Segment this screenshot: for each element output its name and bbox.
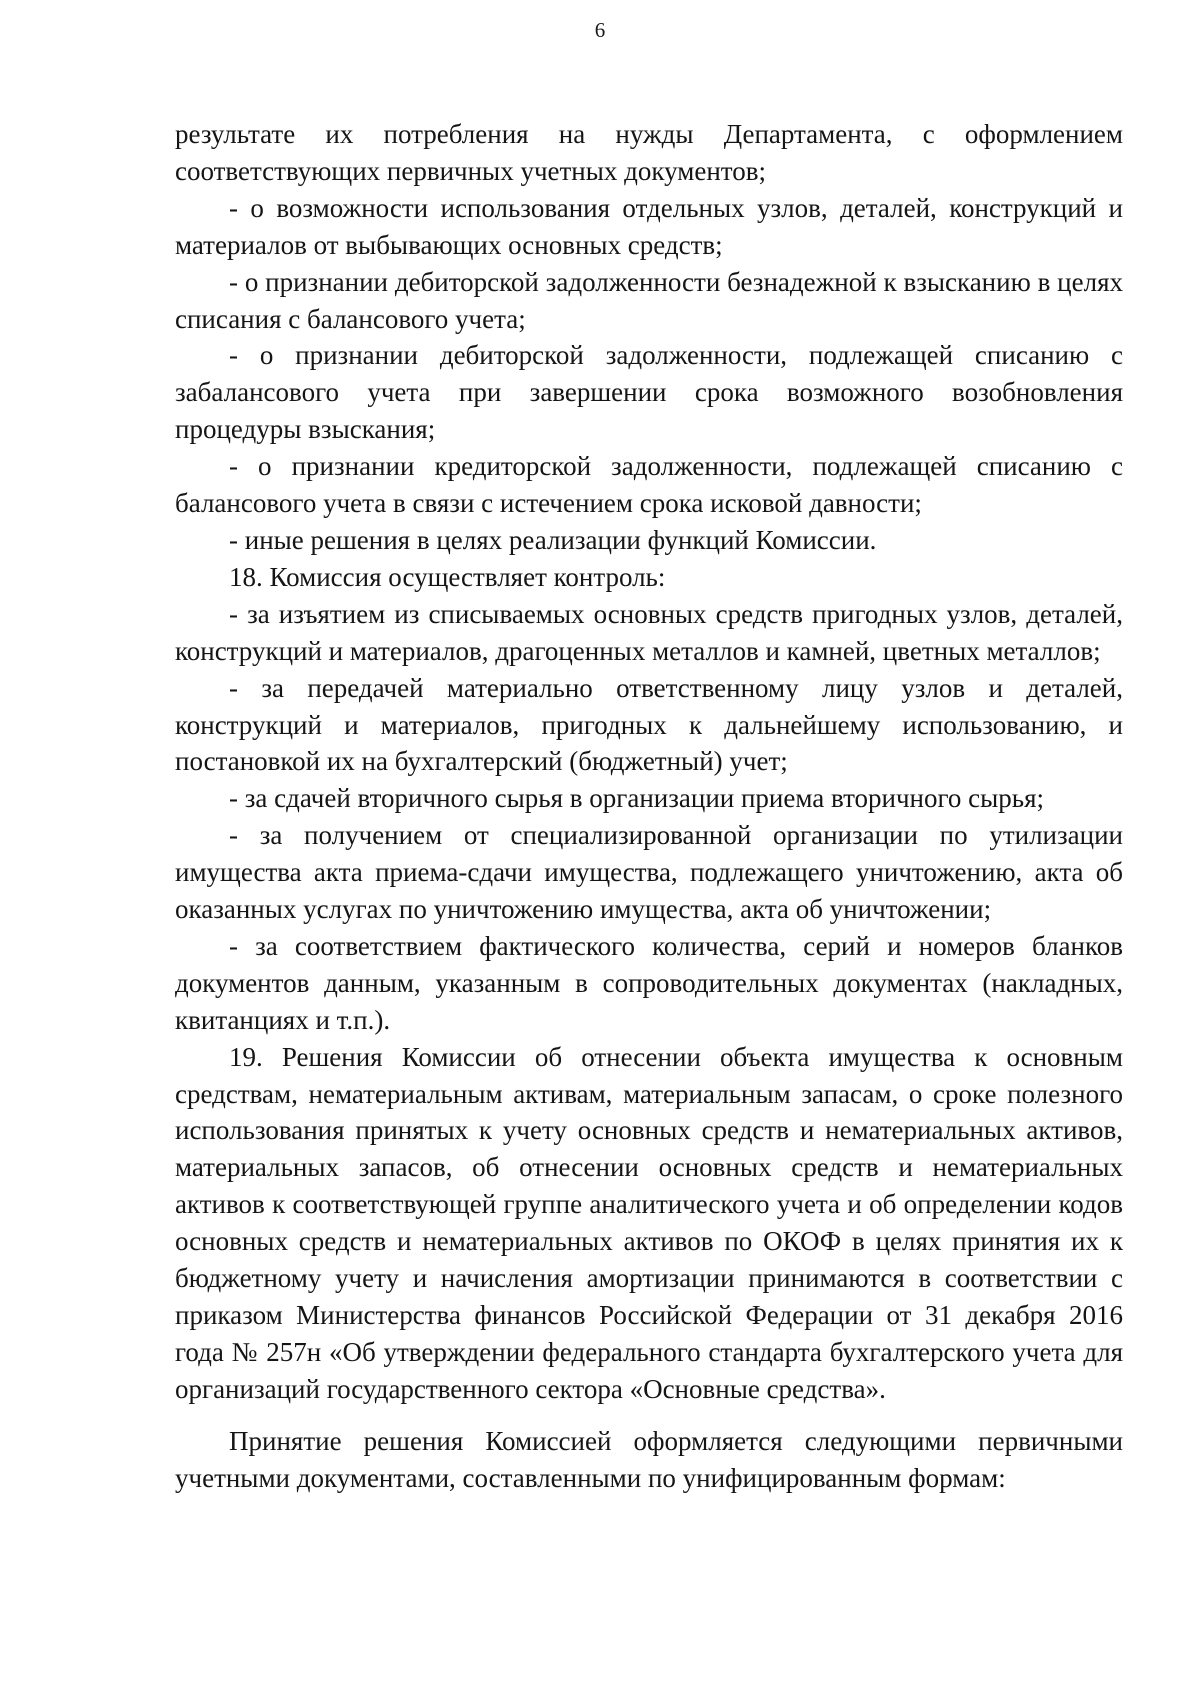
- paragraph: - за сдачей вторичного сырья в организации приема вторичного сырья;: [229, 783, 1045, 814]
- paragraph: - за соответствием фактического количества, серий и номеров бланков документов данным, указанным в сопроводительных документах (накладных, квитанциях и т.п.).: [175, 930, 1123, 1035]
- document-body: [175, 116, 1123, 1497]
- paragraph: - за изъятием из списываемых основных средств пригодных узлов, деталей, конструкций и материалов, драгоценных металлов и камней, цветных металлов;: [175, 598, 1123, 666]
- section-heading-18: 18. Комиссия осуществляет контроль:: [229, 561, 666, 592]
- paragraph: - о возможности использования отдельных узлов, деталей, конструкций и материалов от выбывающих основных средств;: [175, 192, 1123, 260]
- paragraph: - за получением от специализированной организации по утилизации имущества акта приема-сдачи имущества, подлежащего уничтожению, акта об оказанных услугах по уничтожению имущества, акта об уничтожении;: [175, 820, 1123, 925]
- paragraph: - о признании кредиторской задолженности, подлежащей списанию с балансового учета в связи с истечением срока исковой давности;: [175, 451, 1123, 519]
- paragraph: - о признании дебиторской задолженности, подлежащей списанию с забалансового учета при завершении срока возможного возобновления процедуры взыскания;: [175, 340, 1123, 445]
- paragraph: - о признании дебиторской задолженности безнадежной к взысканию в целях списания с балансового учета;: [175, 266, 1123, 334]
- paragraph: результате их потребления на нужды Департамента, с оформлением соответствующих первичных учетных документов;: [175, 119, 1123, 186]
- paragraph: Принятие решения Комиссией оформляется следующими первичными учетными документами, составленными по унифицированным формам:: [175, 1425, 1123, 1493]
- section-19-paragraph: 19. Решения Комиссии об отнесении объекта имущества к основным средствам, нематериальным активам, материальным запасам, о сроке полезного использования принятых к учету основных средств и нематериальных активов, материальных запасов, об отнесении основных средств и нематериальных активов к соответствующей группе аналитического учета и об определении кодов основных средств и нематериальных активов по ОКОФ в целях принятия их к бюджетному учету и начисления амортизации принимаются в соответствии с приказом Министерства финансов Российской Федерации от 31 декабря 2016 года № 257н «Об утверждении федерального стандарта бухгалтерского учета для организаций государственного сектора «Основные средства».: [175, 1041, 1123, 1404]
- paragraph: - иные решения в целях реализации функций Комиссии.: [229, 524, 877, 555]
- page-number: 6: [594, 18, 606, 42]
- paragraph: - за передачей материально ответственному лицу узлов и деталей, конструкций и материалов, пригодных к дальнейшему использованию, и постановкой их на бухгалтерский (бюджетный) учет;: [175, 672, 1123, 777]
